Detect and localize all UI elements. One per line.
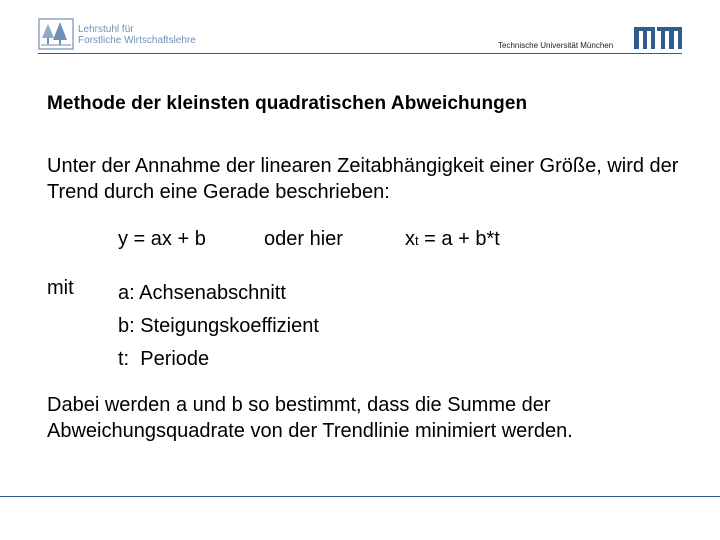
formula-trend: [405, 228, 500, 251]
university-name: Technische Universität München: [498, 41, 614, 50]
conclusion-paragraph: Dabei werden a und b so bestimmt, dass die Summe der Abweichungsquadrate von der Trendlinie minimiert werden.: [47, 394, 573, 442]
formula-trend-var: x: [405, 228, 415, 250]
tum-logo-icon: [632, 25, 684, 51]
formula-linear: y = ax + b: [118, 228, 206, 250]
definition-a: a: Achsenabschnitt: [118, 282, 286, 304]
formula-connector: oder hier: [264, 228, 343, 250]
formula-trend-sub: t: [415, 233, 419, 248]
chair-line-2: Forstliche Wirtschaftslehre: [78, 35, 196, 46]
mit-label: mit: [47, 277, 74, 299]
definitions-list: [118, 277, 319, 376]
formula-trend-rest: = a + b*t: [418, 228, 500, 250]
chair-name: [78, 24, 196, 46]
definition-b: b: Steigungskoeffizient: [118, 315, 319, 337]
chair-line-1: Lehrstuhl für: [78, 24, 134, 35]
header-rule: [38, 53, 682, 54]
definition-t: t: Periode: [118, 348, 210, 370]
intro-paragraph: Unter der Annahme der linearen Zeitabhängigkeit einer Größe, wird der Trend durch eine Gerade beschrieben:: [47, 155, 679, 203]
forestry-chair-logo-icon: [38, 18, 74, 50]
slide-title: Methode der kleinsten quadratischen Abweichungen: [47, 93, 528, 114]
footer-rule: [0, 496, 720, 497]
